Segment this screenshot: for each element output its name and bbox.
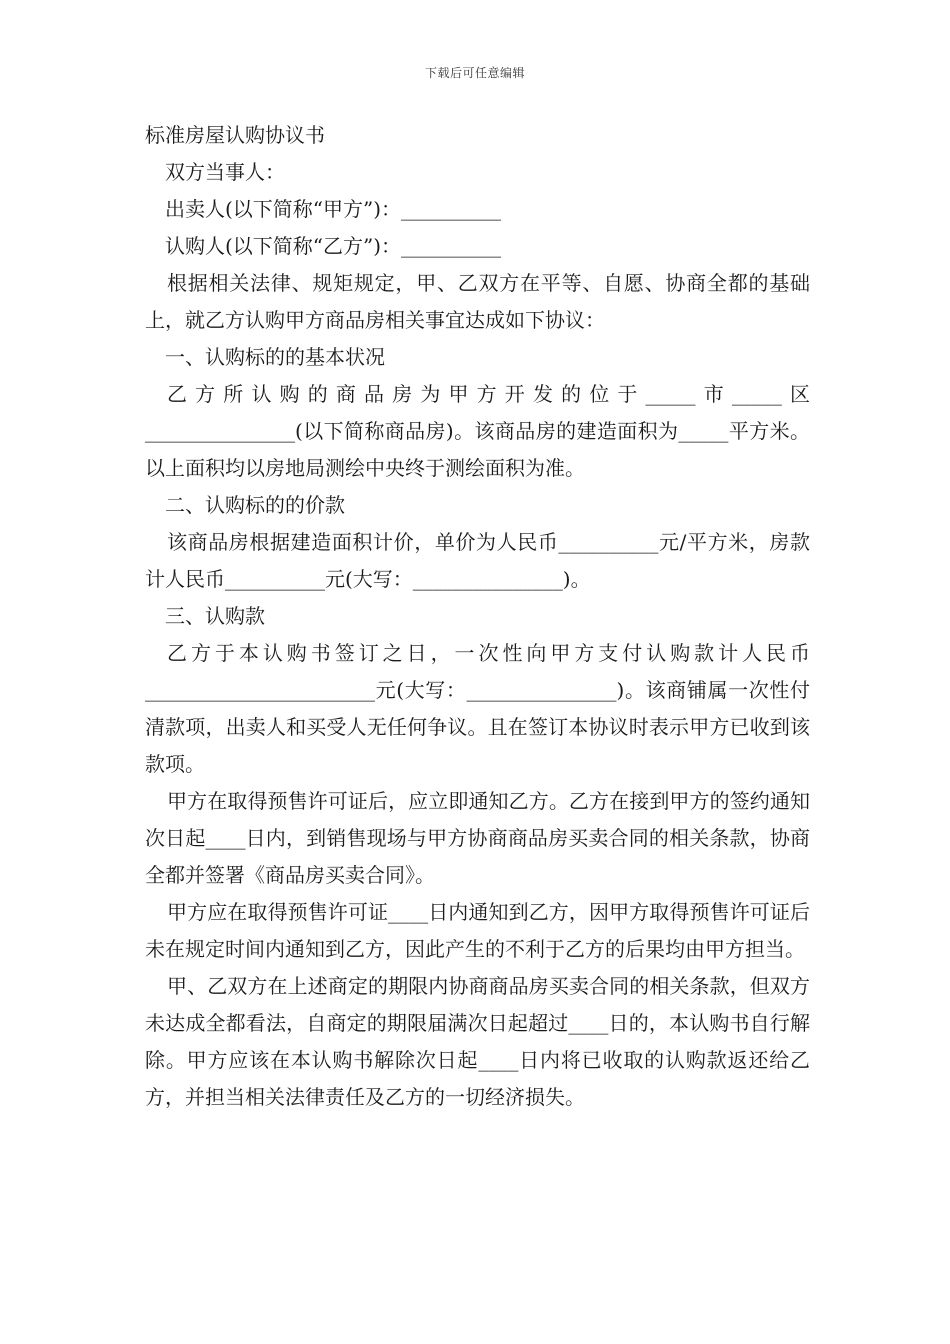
- section-3-paragraph-4: 甲、乙双方在上述商定的期限内协商商品房买卖合同的相关条款，但双方未达成全都看法，自商定的期限届满次日起超过____日的，本认购书自行解除。甲方应该在本认购书解除次日起____日内将已收取的认购款返还给乙方，并担当相关法律责任及乙方的一切经济损失。: [145, 974, 810, 1109]
- page-header-note: 下载后可任意编辑: [424, 66, 525, 80]
- parties-label: 双方当事人：: [165, 160, 285, 184]
- section-1-paragraph: 乙方所认购的商品房为甲方开发的位于_____市_____区_______________(以下简称商品房)。该商品房的建造面积为_____平方米。以上面积均以房地局测绘中央终于测绘面积为准。: [145, 382, 810, 480]
- section-3-heading: 三、认购款: [165, 604, 265, 628]
- intro-paragraph: 根据相关法律、规矩规定，甲、乙双方在平等、自愿、协商全都的基础上，就乙方认购甲方商品房相关事宜达成如下协议：: [145, 271, 810, 332]
- section-2-heading: 二、认购标的的价款: [165, 493, 345, 517]
- section-3-paragraph-1: 乙方于本认购书签订之日，一次性向甲方支付认购款计人民币_______________________元(大写：_______________)。该商铺属一次性付清款项，出卖人和买受人无任何争议。且在签订本协议时表示甲方已收到该款项。: [145, 641, 810, 776]
- document-body: [145, 117, 810, 1116]
- section-3-paragraph-3: 甲方应在取得预售许可证____日内通知到乙方，因甲方取得预售许可证后未在规定时间内通知到乙方，因此产生的不利于乙方的后果均由甲方担当。: [145, 900, 810, 961]
- section-2-paragraph: 该商品房根据建造面积计价，单价为人民币__________元/平方米，房款计人民币__________元(大写：_______________)。: [145, 530, 810, 591]
- section-1-heading: 一、认购标的的基本状况: [165, 345, 385, 369]
- buyer-line: 认购人(以下简称“乙方”)：__________: [165, 234, 502, 258]
- section-3-paragraph-2: 甲方在取得预售许可证后，应立即通知乙方。乙方在接到甲方的签约通知次日起____日内，到销售现场与甲方协商商品房买卖合同的相关条款，协商全都并签署《商品房买卖合同》。: [145, 789, 810, 887]
- seller-line: 出卖人(以下简称“甲方”)：__________: [165, 197, 502, 221]
- document-title: 标准房屋认购协议书: [145, 123, 325, 147]
